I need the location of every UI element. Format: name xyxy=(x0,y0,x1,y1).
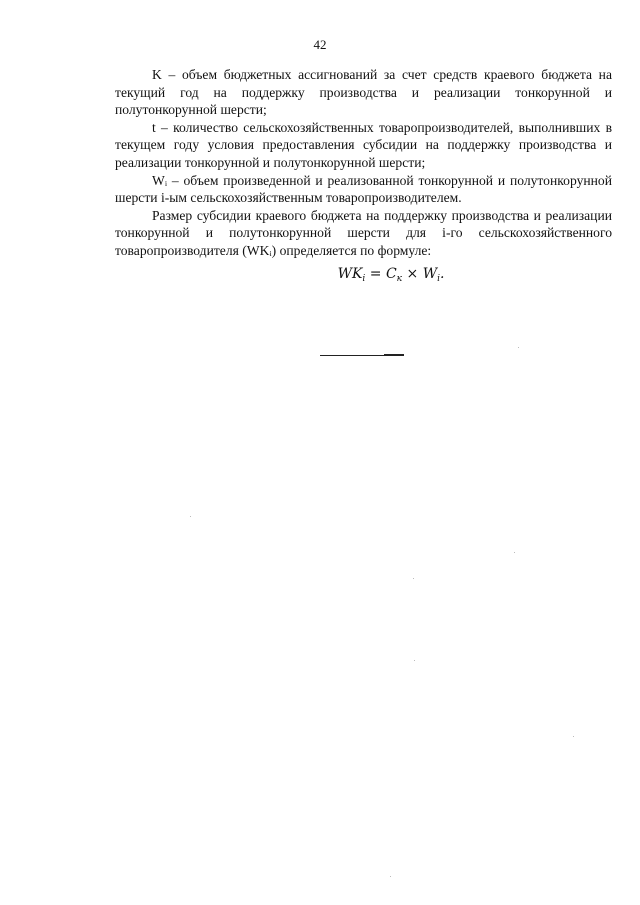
scan-speck xyxy=(514,552,515,553)
scan-speck xyxy=(413,578,414,579)
subsidy-formula xyxy=(115,266,612,289)
paragraph-subsidy-size: Размер субсидии краевого бюджета на поддержку производства и реализации тонкорунной и полутонкорунной шерсти для i-го сельскохозяйственного товаропроизводителя (WKᵢ) определяется по формуле: xyxy=(115,207,612,258)
scan-speck xyxy=(190,516,191,517)
paragraph-t-definition: t – количество сельскохозяйственных товаропроизводителей, выполнивших в текущем году условия предоставления субсидии на поддержку производства и реализации тонкорунной и полутонкорунной шерсти; xyxy=(115,119,612,170)
document-body xyxy=(115,66,612,288)
page-number: 42 xyxy=(313,37,327,52)
formula-c: C xyxy=(385,265,397,282)
formula-lhs: WK xyxy=(337,265,363,282)
paragraph-w-definition: Wᵢ – объем произведенной и реализованной тонкорунной и полутонкорунной шерсти i-ым сельскохозяйственным товаропроизводителем. xyxy=(115,172,612,206)
scan-speck xyxy=(573,736,574,737)
formula-w-subscript: i xyxy=(437,273,440,284)
formula-times: × xyxy=(402,265,423,282)
end-of-section-rule xyxy=(320,355,404,356)
formula-period: . xyxy=(439,265,445,282)
formula-equals: = xyxy=(365,265,386,282)
scan-speck xyxy=(518,347,519,348)
scan-speck xyxy=(390,876,391,877)
scan-speck xyxy=(414,660,415,661)
paragraph-k-definition: K – объем бюджетных ассигнований за счет средств краевого бюджета на текущий год на поддержку производства и реализации тонкорунной и полутонкорунной шерсти; xyxy=(115,67,612,118)
formula-c-subscript: к xyxy=(396,273,403,284)
formula-w: W xyxy=(422,265,438,282)
formula-lhs-subscript: i xyxy=(362,273,366,284)
